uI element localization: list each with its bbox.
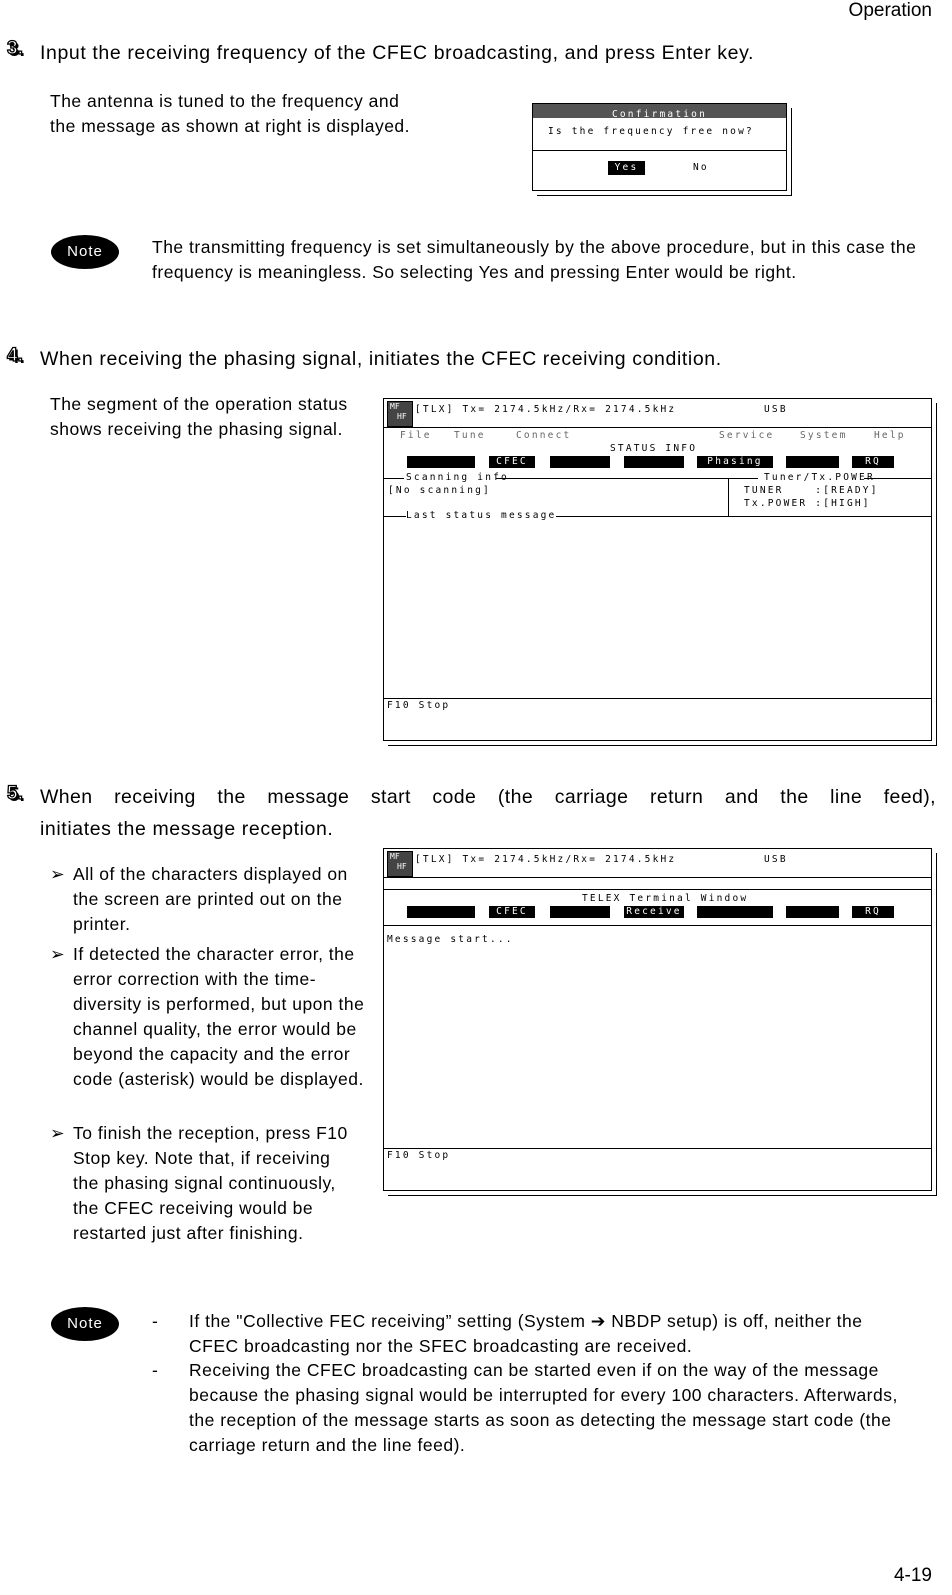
step-5-title-line-2: initiates the message reception. xyxy=(40,818,334,840)
step-3-number: 3. xyxy=(7,38,23,59)
status-cfec: CFEC xyxy=(489,456,535,468)
bullet-text-3: To finish the reception, press F10 Stop key. Note that, if receiving the phasing signal continuously, the CFEC receiving would be restarted just after finishing. xyxy=(73,1123,348,1243)
terminal-window-title: TELEX Terminal Window xyxy=(582,893,749,904)
bullet-arrow-icon: ➢ xyxy=(50,1123,66,1143)
dialog-title-bar xyxy=(533,104,786,118)
confirmation-dialog xyxy=(532,103,787,191)
menu-system[interactable]: System xyxy=(800,430,848,441)
tuner-power-label: Tuner/Tx.POWER xyxy=(764,472,875,483)
step-4-title: When receiving the phasing signal, initiates the CFEC receiving condition. xyxy=(40,348,722,370)
dialog-no-button[interactable]: No xyxy=(693,162,709,173)
last-status-label: Last status message xyxy=(406,510,557,521)
menu-help[interactable]: Help xyxy=(874,430,906,441)
menu-file[interactable]: File xyxy=(400,430,432,441)
mfhf-logo-icon: MF HF xyxy=(387,851,413,877)
status-slot-6 xyxy=(786,456,839,468)
note-2-item-1: If the "Collective FEC receiving” setting (System ➔ NBDP setup) is off, neither the CFEC broadcasting nor the SFEC broadcasting are received. xyxy=(189,1311,863,1356)
dialog-question: Is the frequency free now? xyxy=(548,126,754,137)
status-slot-1 xyxy=(407,456,475,468)
status-slot-5 xyxy=(697,906,773,918)
tx-power-status: Tx.POWER :[HIGH] xyxy=(744,498,871,509)
note-badge-2: Note xyxy=(51,1307,119,1341)
step-4-body: The segment of the operation status shows receiving the phasing signal. xyxy=(50,394,348,439)
scanning-info-label: Scanning info xyxy=(406,472,509,483)
step-3-title: Input the receiving frequency of the CFEC broadcasting, and press Enter key. xyxy=(40,42,755,64)
step-3-body: The antenna is tuned to the frequency and the message as shown at right is displayed. xyxy=(50,91,411,136)
step-5-number: 5. xyxy=(7,783,23,804)
status-info-title: STATUS INFO xyxy=(610,443,698,454)
screen-header: [TLX] Tx= 2174.5kHz/Rx= 2174.5kHz xyxy=(415,404,677,415)
status-receive: Receive xyxy=(624,906,684,918)
menu-service[interactable]: Service xyxy=(719,430,775,441)
status-rq: RQ xyxy=(852,456,894,468)
f10-stop-label[interactable]: F10 Stop xyxy=(387,700,451,711)
note-2-item-2: Receiving the CFEC broadcasting can be started even if on the way of the message because the phasing signal would be interrupted for every 100 characters. Afterwards, the reception of the message starts as soon as detecting the message start code (the carriage return and the line feed). xyxy=(189,1360,898,1455)
bullet-text-2: If detected the character error, the error correction with the time-diversity is performed, but upon the channel quality, the error would be beyond the capacity and the error code (asterisk) would be displayed. xyxy=(73,944,365,1089)
bullet-arrow-icon: ➢ xyxy=(50,944,66,964)
page-header: Operation xyxy=(848,0,932,21)
status-info-screen xyxy=(383,398,932,741)
menu-tune[interactable]: Tune xyxy=(454,430,486,441)
dialog-title: Confirmation xyxy=(611,109,708,120)
status-rq: RQ xyxy=(852,906,894,918)
status-slot-3 xyxy=(550,456,610,468)
terminal-message: Message start... xyxy=(387,934,514,945)
tuner-status: TUNER :[READY] xyxy=(744,485,879,496)
note-2-dash-1: - xyxy=(152,1311,159,1331)
bullet-text-1: All of the characters displayed on the screen are printed out on the printer. xyxy=(73,864,348,934)
bullet-arrow-icon: ➢ xyxy=(50,864,66,884)
screen-mode: USB xyxy=(764,854,788,865)
note-2-dash-2: - xyxy=(152,1360,159,1380)
dialog-yes-button[interactable]: Yes xyxy=(608,161,645,175)
status-slot-4 xyxy=(624,456,684,468)
screen-header: [TLX] Tx= 2174.5kHz/Rx= 2174.5kHz xyxy=(415,854,677,865)
status-slot-3 xyxy=(550,906,610,918)
scanning-info-value: [No scanning] xyxy=(388,485,491,496)
note-badge-1: Note xyxy=(51,235,119,269)
f10-stop-label[interactable]: F10 Stop xyxy=(387,1150,451,1161)
status-phasing: Phasing xyxy=(697,456,773,468)
page-number: 4-19 xyxy=(893,1565,932,1586)
status-cfec: CFEC xyxy=(489,906,535,918)
note-1-text: The transmitting frequency is set simultaneously by the above procedure, but in this case the frequency is meaningless. So selecting Yes and pressing Enter would be right. xyxy=(152,237,917,282)
status-slot-1 xyxy=(407,906,475,918)
step-4-number: 4. xyxy=(7,345,23,366)
menu-connect[interactable]: Connect xyxy=(516,430,572,441)
status-slot-6 xyxy=(786,906,839,918)
telex-terminal-screen xyxy=(383,848,932,1191)
mfhf-logo-icon: MF HF xyxy=(387,401,413,427)
step-5-title-line-1: When receiving the message start code (the carriage return and the line feed), xyxy=(40,786,936,808)
screen-mode: USB xyxy=(764,404,788,415)
